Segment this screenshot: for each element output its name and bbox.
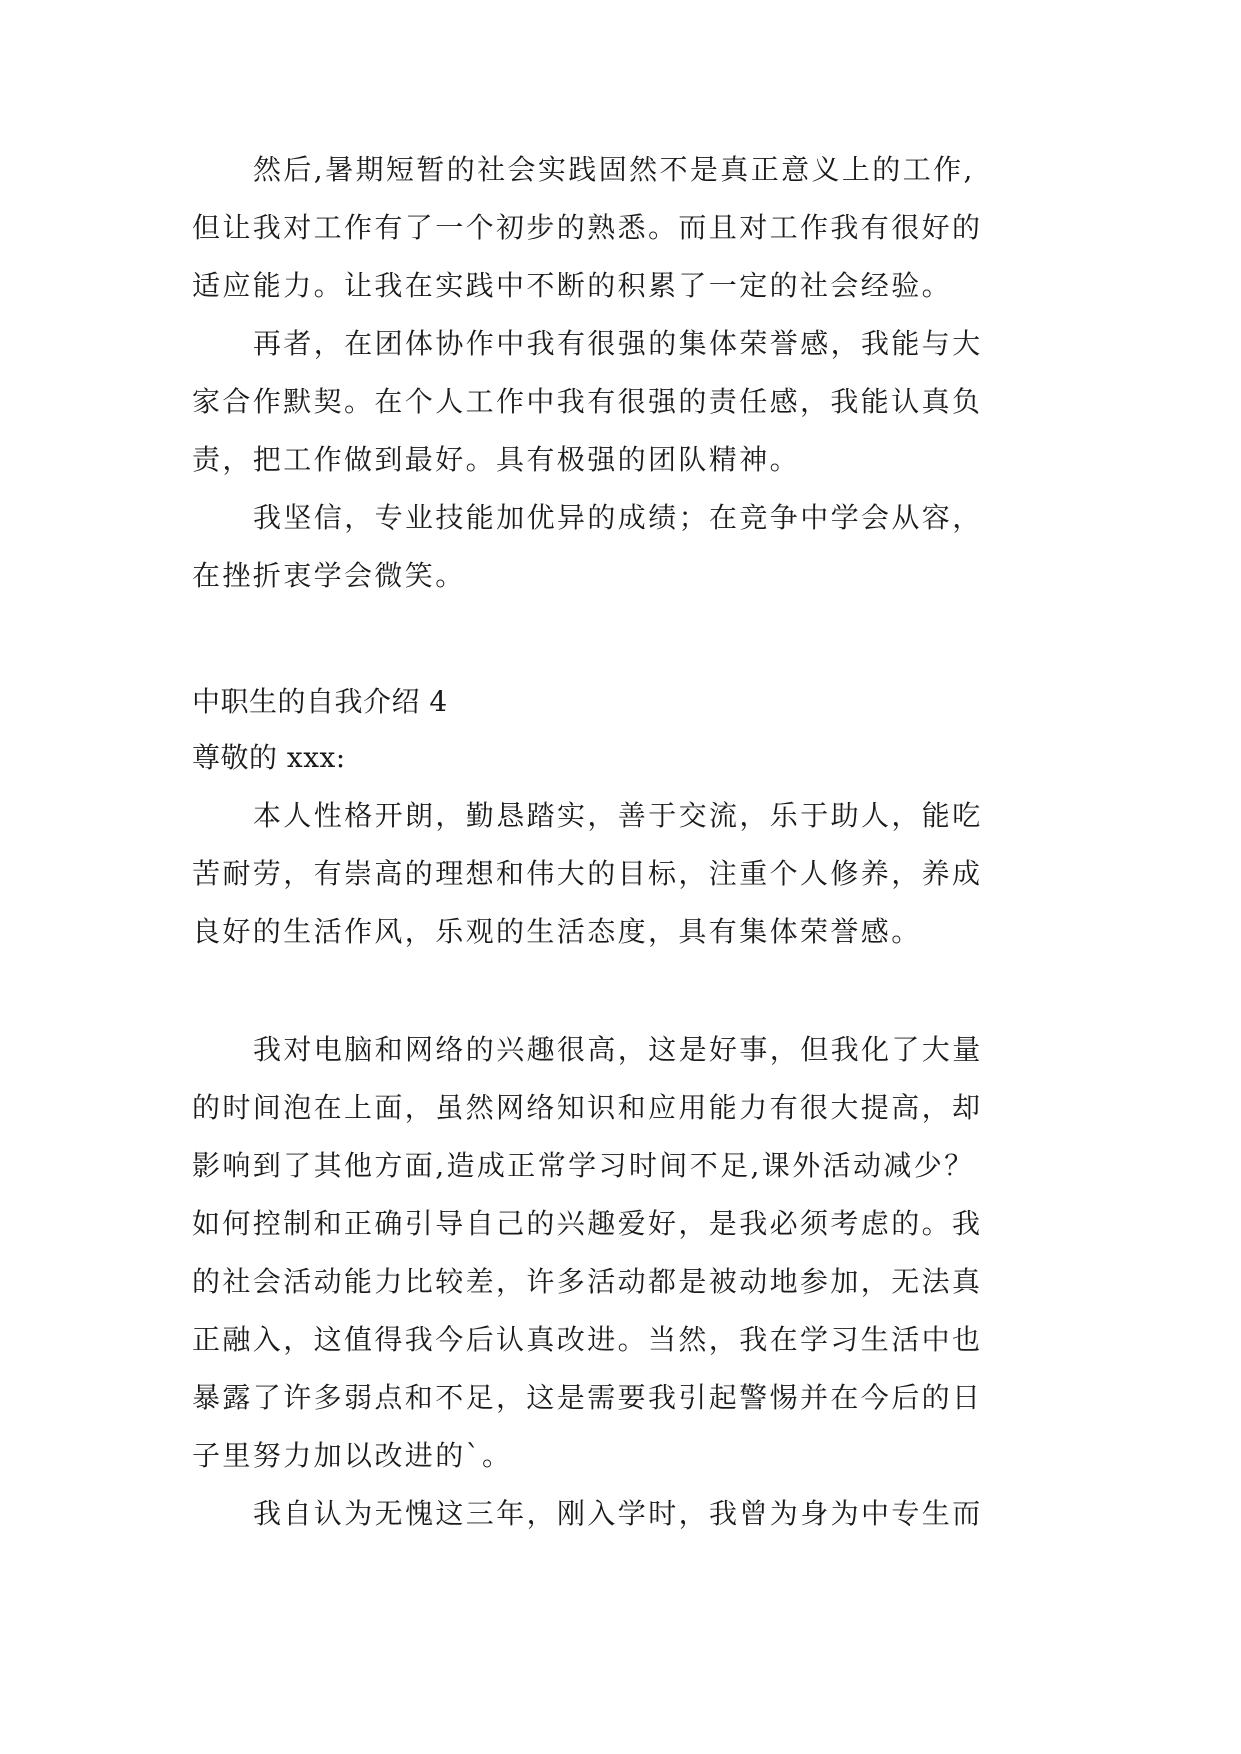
salutation: 尊敬的 xxx:	[192, 741, 346, 774]
paragraph-line: 我自认为无愧这三年，刚入学时，我曾为身为中专生而	[253, 1497, 983, 1530]
paragraph-line: 的时间泡在上面，虽然网络知识和应用能力有很大提高，却	[192, 1091, 983, 1124]
paragraph-line: 本人性格开朗，勤恳踏实，善于交流，乐于助人，能吃	[253, 799, 983, 832]
paragraph-line: 我对电脑和网络的兴趣很高，这是好事，但我化了大量	[253, 1033, 983, 1066]
paragraph-line: 我坚信，专业技能加优异的成绩；在竞争中学会从容，	[253, 501, 983, 534]
paragraph-line: 责，把工作做到最好。具有极强的团队精神。	[192, 443, 801, 476]
paragraph-line: 影响到了其他方面,造成正常学习时间不足,课外活动减少？	[192, 1149, 975, 1182]
paragraph-line: 正融入，这值得我今后认真改进。当然，我在学习生活中也	[192, 1323, 983, 1356]
paragraph-line: 的社会活动能力比较差，许多活动都是被动地参加，无法真	[192, 1265, 983, 1298]
paragraph-line: 在挫折衷学会微笑。	[192, 559, 466, 592]
paragraph-line: 但让我对工作有了一个初步的熟悉。而且对工作我有很好的	[192, 211, 983, 244]
paragraph-line: 家合作默契。在个人工作中我有很强的责任感，我能认真负	[192, 385, 983, 418]
section-title: 中职生的自我介绍 4	[192, 685, 448, 718]
paragraph-line: 苦耐劳，有崇高的理想和伟大的目标，注重个人修养，养成	[192, 857, 983, 890]
paragraph-line: 暴露了许多弱点和不足，这是需要我引起警惕并在今后的日	[192, 1381, 983, 1414]
paragraph-line: 如何控制和正确引导自己的兴趣爱好，是我必须考虑的。我	[192, 1207, 983, 1240]
paragraph-line: 子里努力加以改进的`。	[192, 1439, 513, 1472]
paragraph-line: 再者，在团体协作中我有很强的集体荣誉感，我能与大	[253, 327, 983, 360]
paragraph-line: 良好的生活作风，乐观的生活态度，具有集体荣誉感。	[192, 915, 922, 948]
paragraph-line: 然后,暑期短暂的社会实践固然不是真正意义上的工作,	[253, 153, 975, 186]
paragraph-line: 适应能力。让我在实践中不断的积累了一定的社会经验。	[192, 269, 953, 302]
